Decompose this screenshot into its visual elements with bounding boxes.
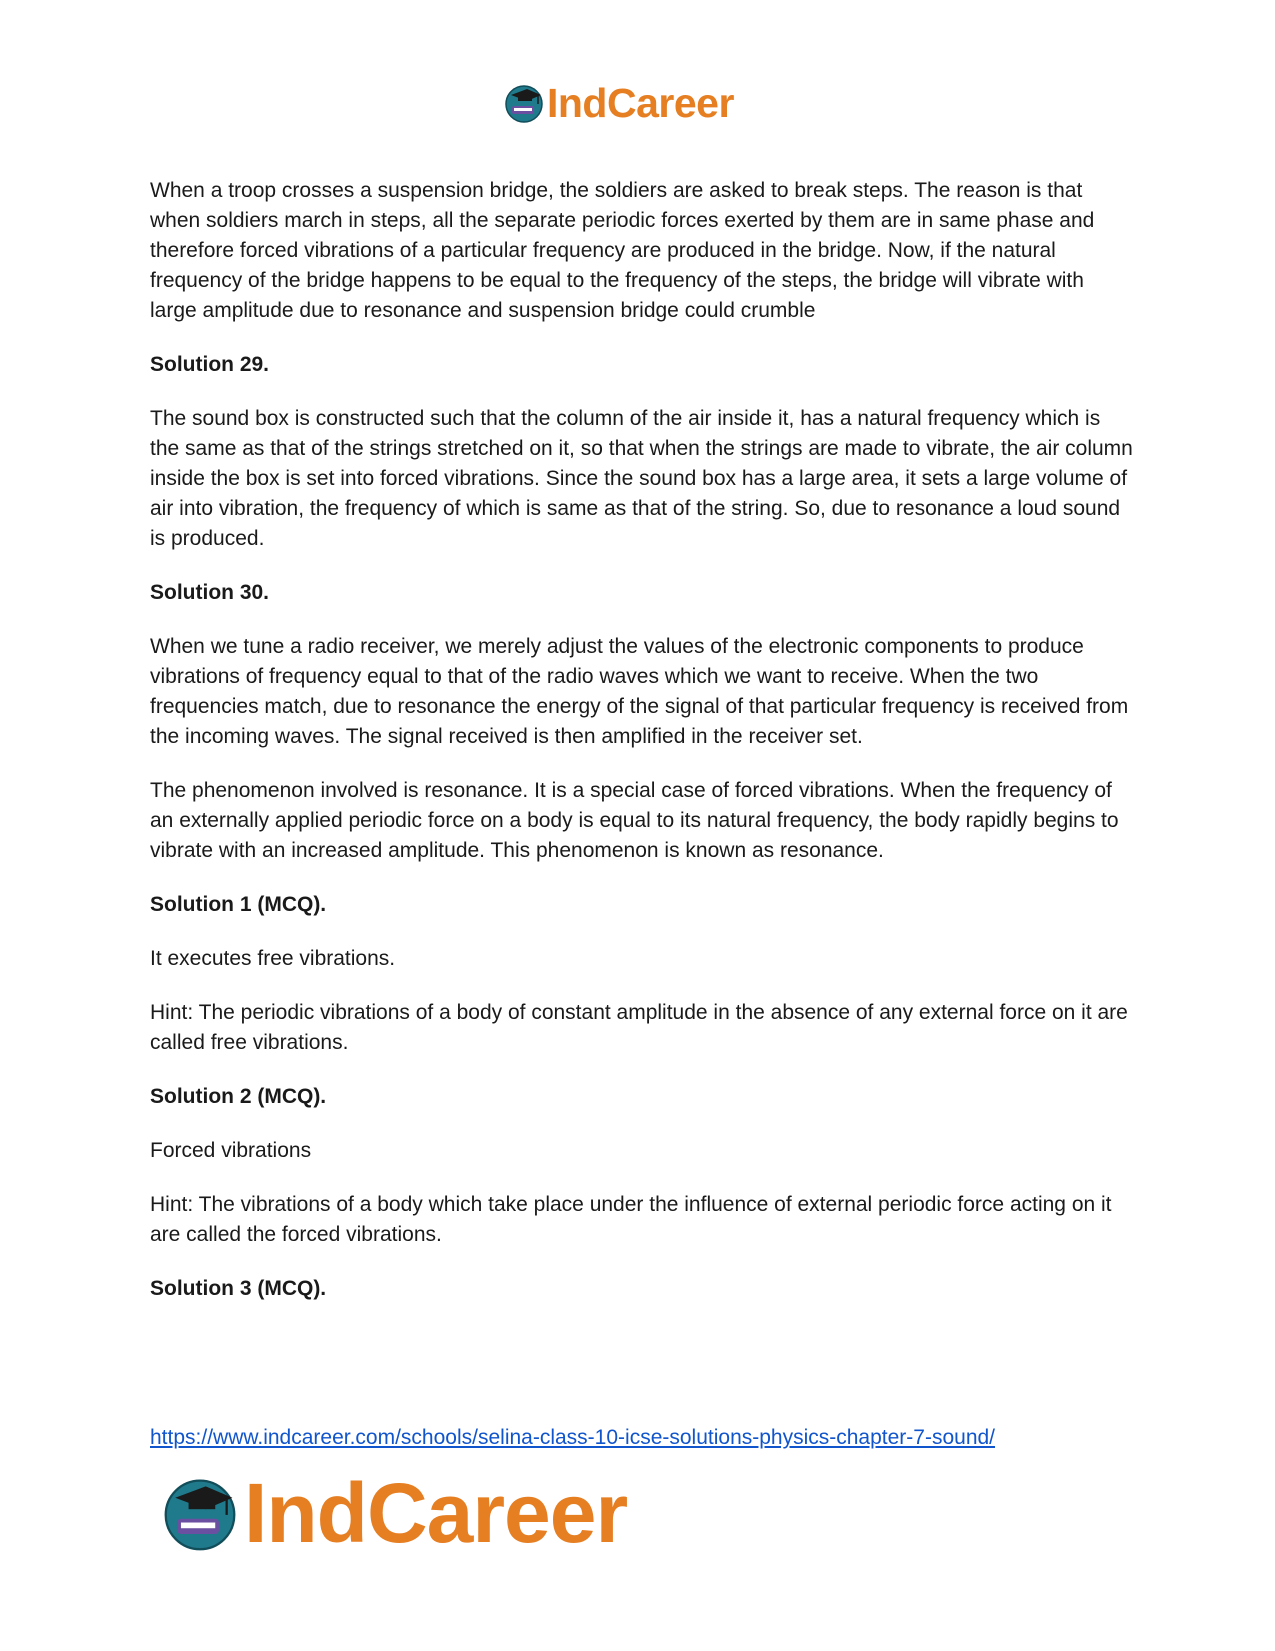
graduation-cap-book-icon <box>503 82 545 124</box>
footer-logo <box>160 1465 628 1560</box>
paragraph: When we tune a radio receiver, we merely adjust the values of the electronic components to produce vibrations of frequency equal to that of the radio waves which we want to receive. When the two frequencies match, due to resonance the energy of the signal of that particular frequency is received from the incoming waves. The signal received is then amplified in the receiver set. <box>150 635 1129 748</box>
solution-heading: Solution 30. <box>150 581 270 604</box>
paragraph: Forced vibrations <box>150 1139 312 1162</box>
graduation-cap-book-icon <box>160 1473 240 1553</box>
source-link[interactable]: https://www.indcareer.com/schools/selina-class-10-icse-solutions-physics-chapter-7-sound/ <box>150 1426 996 1449</box>
header-logo <box>503 78 734 128</box>
paragraph: It executes free vibrations. <box>150 947 396 970</box>
solution-heading: Solution 3 (MCQ). <box>150 1277 327 1300</box>
footer-logo-text: IndCareer <box>244 1465 628 1560</box>
paragraph: Hint: The periodic vibrations of a body of constant amplitude in the absence of any external force on it are called free vibrations. <box>150 1001 1128 1054</box>
paragraph: The phenomenon involved is resonance. It is a special case of forced vibrations. When the frequency of an externally applied periodic force on a body is equal to its natural frequency, the body rapidly begins to vibrate with an increased amplitude. This phenomenon is known as resonance. <box>150 779 1119 862</box>
header-logo-text: IndCareer <box>547 79 734 126</box>
solution-heading: Solution 1 (MCQ). <box>150 893 327 916</box>
paragraph: Hint: The vibrations of a body which take place under the influence of external periodic force acting on it are called the forced vibrations. <box>150 1193 1112 1246</box>
solution-heading: Solution 2 (MCQ). <box>150 1085 327 1108</box>
paragraph: The sound box is constructed such that the column of the air inside it, has a natural frequency which is the same as that of the strings stretched on it, so that when the strings are made to vibrate, the air column inside the box is set into forced vibrations. Since the sound box has a large area, it sets a large volume of air into vibration, the frequency of which is same as that of the string. So, due to resonance a loud sound is produced. <box>150 407 1133 550</box>
document-body <box>150 176 1135 1328</box>
solution-heading: Solution 29. <box>150 353 270 376</box>
paragraph: When a troop crosses a suspension bridge, the soldiers are asked to break steps. The reason is that when soldiers march in steps, all the separate periodic forces exerted by them are in same phase and therefore forced vibrations of a particular frequency are produced in the bridge. Now, if the natural frequency of the bridge happens to be equal to the frequency of the steps, the bridge will vibrate with large amplitude due to resonance and suspension bridge could crumble <box>150 179 1095 322</box>
